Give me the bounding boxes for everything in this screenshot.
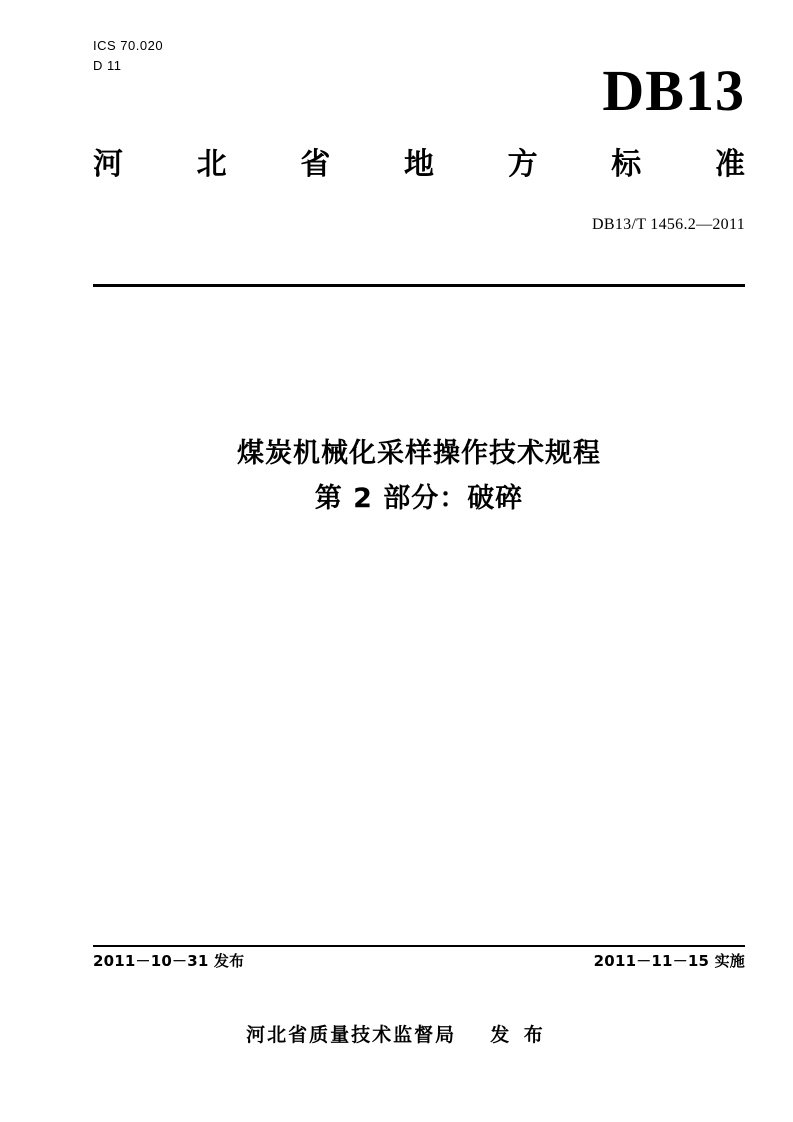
ics-code: ICS 70.020 xyxy=(93,38,164,53)
db13-logo: DB13 xyxy=(602,58,745,123)
header-divider xyxy=(93,284,745,287)
publisher-name: 河北省质量技术监督局 xyxy=(246,1024,457,1046)
standard-name-char-1: 北 xyxy=(196,147,227,182)
dates-row xyxy=(93,950,745,971)
ics-block xyxy=(93,36,163,76)
standard-name-char-0: 河 xyxy=(93,147,123,182)
standard-name-char-4: 方 xyxy=(507,147,538,182)
publisher-row xyxy=(0,1020,793,1047)
classification-code: D 11 xyxy=(93,58,122,74)
title-line-1: 煤炭机械化采样操作技术规程 xyxy=(237,438,601,469)
document-title xyxy=(93,432,745,521)
standard-name-char-2: 省 xyxy=(300,147,331,182)
effective-date: 2011－11－15 实施 xyxy=(593,952,745,970)
standard-number: DB13/T 1456.2—2011 xyxy=(592,216,745,233)
standard-name-char-3: 地 xyxy=(403,147,434,182)
title-line-2: 第 2 部分：破碎 xyxy=(314,482,524,514)
issue-date: 2011－10－31 发布 xyxy=(93,952,245,970)
standard-name-char-5: 标 xyxy=(611,147,642,182)
standard-name-row xyxy=(93,148,745,181)
footer-divider xyxy=(93,945,745,947)
publisher-verb: 发 布 xyxy=(490,1024,547,1046)
standard-name-char-6: 准 xyxy=(714,147,745,182)
